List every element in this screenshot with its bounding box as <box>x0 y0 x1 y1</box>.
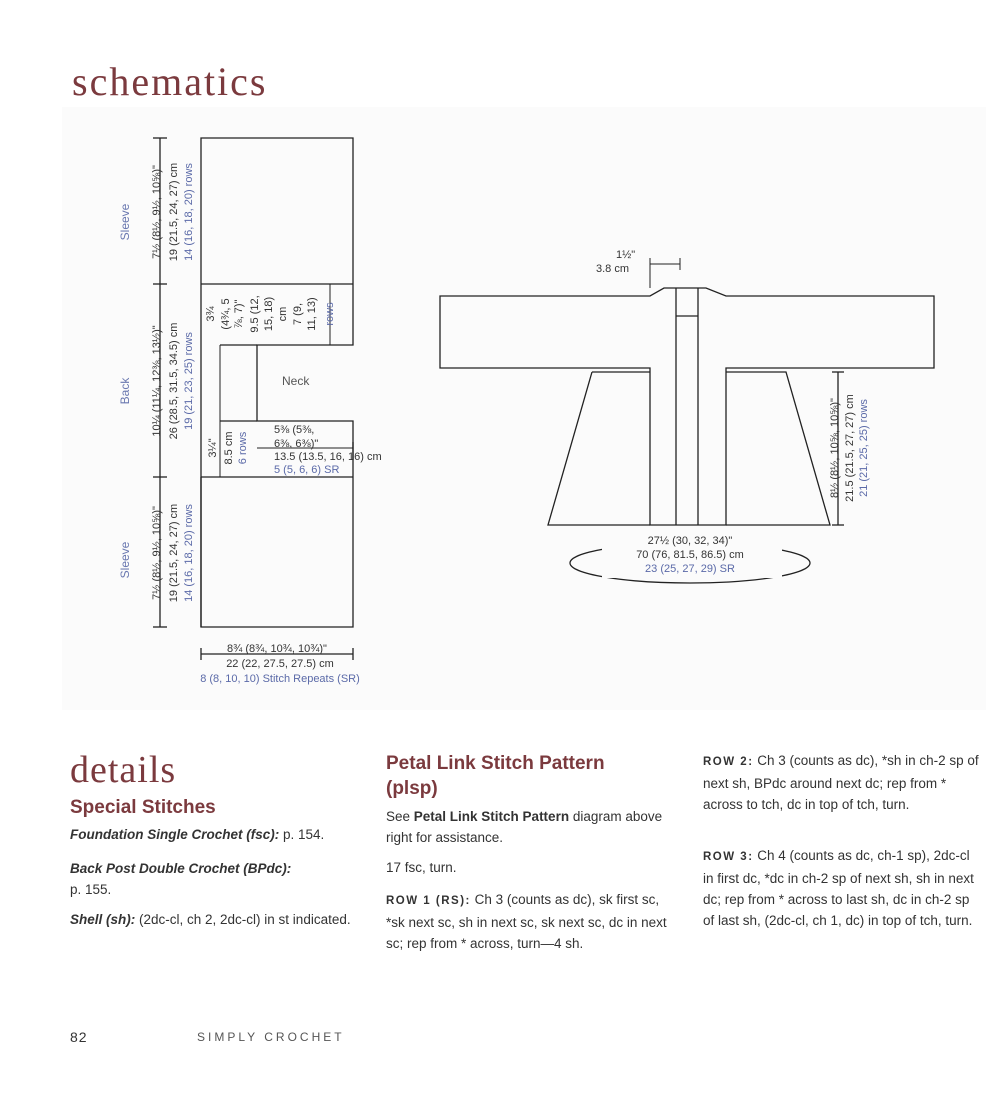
neck-step-dim-3: ⅞, 7)" <box>233 299 245 329</box>
neck-width-dim-3: 13.5 (13.5, 16, 16) cm <box>274 451 382 463</box>
details-heading: details <box>70 749 177 791</box>
plsp-start: 17 fsc, turn. <box>386 860 457 875</box>
neck-depth-dim-1: 3¼" <box>207 438 219 458</box>
row1-text: Ch 3 (counts as dc), sk first sc, *sk next sc, sh in next sc, sk next sc, dc in next sc; rep from * across, turn—4 sh. <box>386 892 667 951</box>
bpdc-definition <box>70 858 370 900</box>
shell-term: Shell (sh): <box>70 912 136 927</box>
back-label: Back <box>118 377 132 405</box>
neck-step-dim-8: 11, 13) <box>306 297 318 331</box>
hem-dim-sr: 23 (25, 27, 29) SR <box>645 563 735 575</box>
back-dim-cm: 26 (28.5, 31.5, 34.5) cm <box>168 322 180 440</box>
fsc-definition <box>70 824 370 845</box>
plsp-heading-line2: (plsp) <box>386 778 438 799</box>
sleeve-bottom-dim-cm: 19 (21.5, 24, 27) cm <box>168 503 180 603</box>
plsp-heading-line1: Petal Link Stitch Pattern <box>386 753 605 774</box>
fsc-ref: p. 154. <box>279 827 325 842</box>
length-dim-rows: 21 (21, 25, 25) rows <box>858 399 870 497</box>
neck-step-dim-2: (4¾, 5 <box>220 298 232 330</box>
length-dim-cm: 21.5 (21.5, 27, 27) cm <box>844 394 856 502</box>
neck-step-dim-9: rows <box>324 302 336 326</box>
shell-definition <box>70 909 360 930</box>
sleeve-bottom-label: Sleeve <box>118 541 132 579</box>
plsp-see: See <box>386 809 414 824</box>
band-dim-inches: 1½" <box>616 249 636 261</box>
schematics-heading: schematics <box>72 59 268 104</box>
neck-step-dim-6: cm <box>277 306 289 322</box>
sleeve-bottom-dim-inches: 7½ (8½, 9½, 10⅝)" <box>151 506 163 600</box>
page-number: 82 <box>70 1029 88 1045</box>
sleeve-top-dim-cm: 19 (21.5, 24, 27) cm <box>168 162 180 262</box>
neck-step-dim-7: 7 (9, <box>292 302 304 326</box>
back-dim-rows: 19 (21, 23, 25) rows <box>183 332 195 430</box>
neck-step-dim-4: 9.5 (12, <box>249 295 261 333</box>
fsc-term: Foundation Single Crochet (fsc): <box>70 827 280 842</box>
row2-instruction <box>703 750 983 815</box>
width-dim-inches: 8¾ (8¾, 10¾, 10¾)" <box>227 643 327 655</box>
plsp-see-rest: diagram above right for assistance. <box>386 809 663 845</box>
back-dim-inches: 10¼ (11¼, 12⅜, 13½)" <box>151 325 163 437</box>
hem-dim-inches: 27½ (30, 32, 34)" <box>647 535 733 547</box>
neck-depth-dim-2: 8.5 cm <box>223 431 235 465</box>
length-dim-inches: 8½ (8½, 10⅝, 10⅝)" <box>829 398 841 498</box>
bpdc-ref: p. 155. <box>70 882 112 897</box>
sleeve-top-dim-rows: 14 (16, 18, 20) rows <box>183 163 195 261</box>
hem-dim-cm: 70 (76, 81.5, 86.5) cm <box>636 549 744 561</box>
row3-label: ROW 3: <box>703 851 754 863</box>
book-title: SIMPLY CROCHET <box>197 1030 345 1044</box>
row3-instruction <box>703 845 983 931</box>
row2-label: ROW 2: <box>703 756 754 768</box>
neck-width-dim-2: 6⅜, 6⅜)" <box>274 438 319 450</box>
width-dim-cm: 22 (22, 27.5, 27.5) cm <box>226 658 334 670</box>
bpdc-term: Back Post Double Crochet (BPdc): <box>70 861 292 876</box>
special-stitches-heading: Special Stitches <box>70 797 216 818</box>
band-dim-cm: 3.8 cm <box>596 263 630 275</box>
shell-text: (2dc-cl, ch 2, 2dc-cl) in st indicated. <box>135 912 351 927</box>
sleeve-top-label: Sleeve <box>118 203 132 241</box>
neck-width-dim-4: 5 (5, 6, 6) SR <box>274 464 340 476</box>
row3-text: Ch 4 (counts as dc, ch-1 sp), 2dc-cl in first dc, *dc in ch-2 sp of next sh, sh in next dc; rep from * across to last sh, dc in ch-2 sp of last sh, (2dc-cl, ch 1, dc) in top of tch, turn. <box>703 848 974 928</box>
sleeve-bottom-dim-rows: 14 (16, 18, 20) rows <box>183 504 195 602</box>
row2-text: Ch 3 (counts as dc), *sh in ch-2 sp of next sh, BPdc around next dc; rep from * across to tch, dc in top of tch, turn. <box>703 753 979 812</box>
row1-label: ROW 1 (RS): <box>386 895 471 907</box>
plsp-see-note <box>386 806 676 848</box>
sleeve-top-dim-inches: 7½ (8½, 9½, 10⅝)" <box>151 165 163 259</box>
neck-depth-dim-3: 6 rows <box>237 431 249 465</box>
row1-instruction <box>386 889 676 954</box>
neck-width-dim-1: 5⅜ (5⅜, <box>274 424 315 436</box>
plsp-see-bold: Petal Link Stitch Pattern <box>413 809 570 824</box>
neck-label: Neck <box>282 374 310 388</box>
plsp-heading <box>386 751 605 801</box>
neck-step-dim-5: 15, 18) <box>263 296 275 332</box>
width-dim-sr: 8 (8, 10, 10) Stitch Repeats (SR) <box>200 673 360 685</box>
neck-step-dim-1: 3¾ <box>205 306 217 322</box>
